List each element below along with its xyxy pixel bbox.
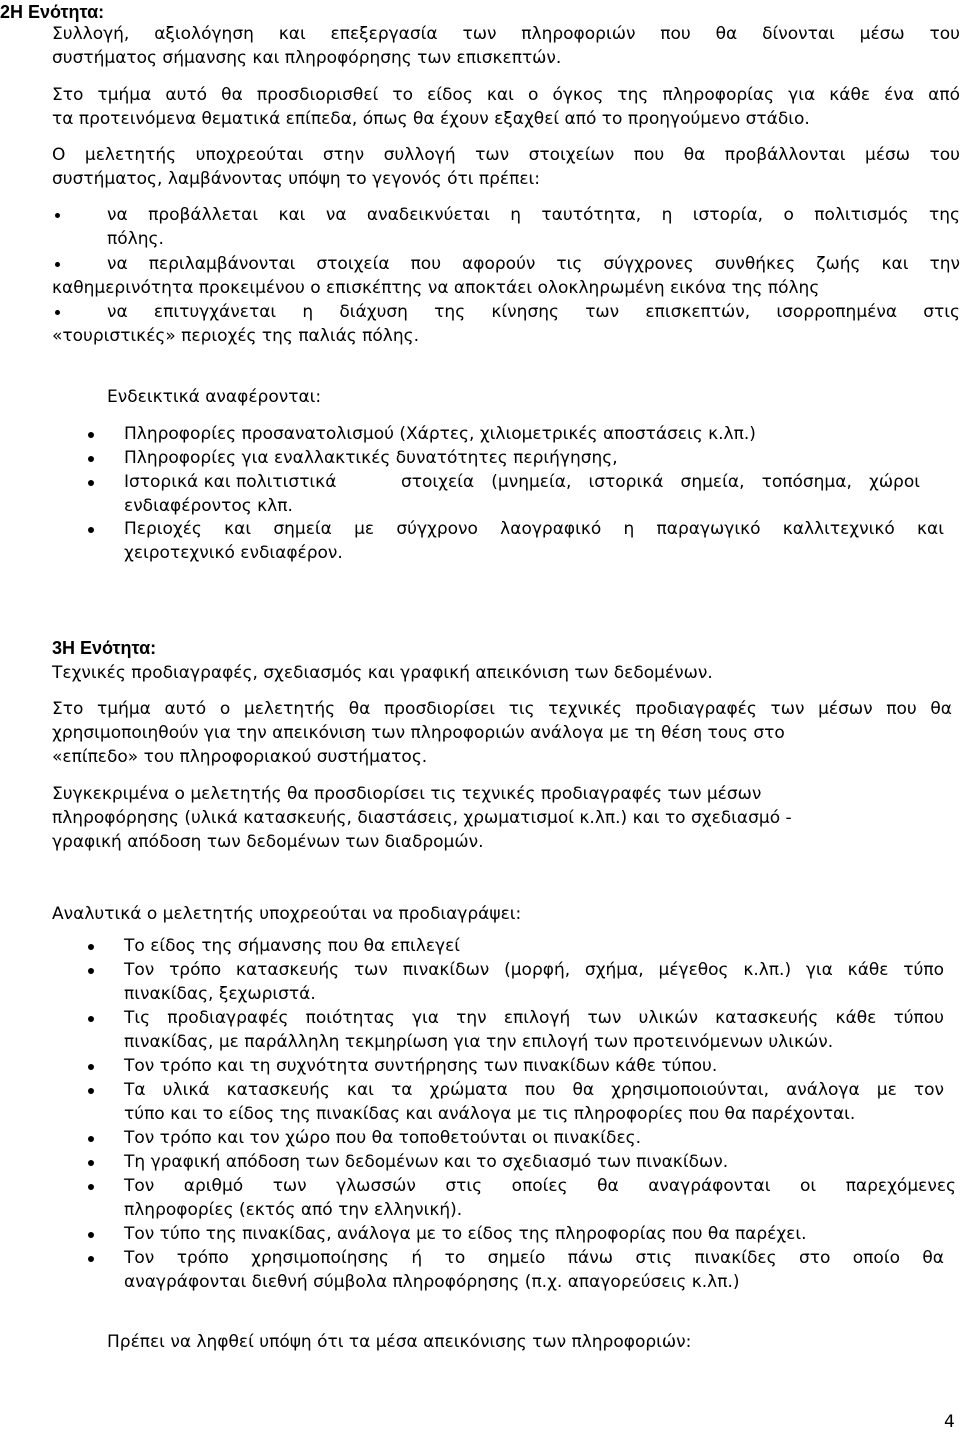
section-3-paragraph-2-line-3: γραφική απόδοση των δεδομένων των διαδρομών. (52, 832, 484, 852)
info-item-2: Πληροφορίες για εναλλακτικές δυνατότητες περιήγησης, (124, 448, 618, 468)
bullet-icon (55, 310, 60, 315)
bullet-icon (88, 1232, 94, 1238)
info-item-3-part-b: στοιχεία (μνημεία, ιστορικά σημεία, τοπόσημα, χώροι (401, 472, 920, 492)
spec-item-6: Τον τρόπο και τον χώρο που θα τοποθετούνται οι πινακίδες. (124, 1128, 642, 1148)
page-number: 4 (944, 1412, 955, 1432)
spec-item-7: Τη γραφική απόδοση των δεδομένων και το σχεδιασμό των πινακίδων. (124, 1152, 729, 1172)
bullet-icon (88, 1256, 94, 1262)
section-3-heading: 3Η Ενότητα: (52, 638, 157, 658)
spec-item-2-line-1: Τον τρόπο κατασκευής των πινακίδων (μορφή, σχήμα, μέγεθος κ.λπ.) για κάθε τύπο (124, 960, 944, 980)
section-2-heading: 2Η Ενότητα: (0, 2, 105, 22)
spec-item-8-line-1: Τον αριθμό των γλωσσών στις οποίες θα αναγράφονται οι παρεχόμενες (124, 1176, 956, 1196)
spec-item-10-line-1: Τον τρόπο χρησιμοποίησης ή το σημείο πάνω στις πινακίδες στο οποίο θα (124, 1248, 944, 1268)
section-3-paragraph-2-line-2: πληροφόρησης (υλικά κατασκευής, διαστάσεις, χρωματισμοί κ.λπ.) και το σχεδιασμό - (52, 808, 792, 828)
info-item-3-part-a: Ιστορικά και πολιτιστικά (124, 472, 337, 492)
analytic-label: Αναλυτικά ο μελετητής υποχρεούται να προδιαγράψει: (52, 904, 522, 924)
spec-item-8-line-2: πληροφορίες (εκτός από την ελληνική). (124, 1200, 463, 1220)
info-item-4-line-1: Περιοχές και σημεία με σύγχρονο λαογραφικό η παραγωγικό καλλιτεχνικό και (124, 519, 944, 539)
spec-item-3-line-2: πινακίδας, με παράλληλη τεκμηρίωση για την επιλογή των προτεινόμενων υλικών. (124, 1032, 834, 1052)
spec-item-4: Τον τρόπο και τη συχνότητα συντήρησης των πινακίδων κάθε τύπου. (124, 1056, 718, 1076)
spec-item-5-line-2: τύπο και το είδος της πινακίδας και ανάλογα με τις πληροφορίες που θα παρέχονται. (124, 1104, 856, 1124)
info-item-4-line-2: χειροτεχνικό ενδιαφέρον. (124, 543, 343, 563)
bullet-icon (88, 1136, 94, 1142)
section-3-paragraph-2-line-1: Συγκεκριμένα ο μελετητής θα προσδιορίσει τις τεχνικές προδιαγραφές των μέσων (52, 784, 762, 804)
bullet-icon (88, 944, 94, 950)
spec-item-2-line-2: πινακίδας, ξεχωριστά. (124, 984, 316, 1004)
requirement-3-line-2: «τουριστικές» περιοχές της παλιάς πόλης. (52, 326, 420, 346)
spec-item-5-line-1: Τα υλικά κατασκευής και τα χρώματα που θα χρησιμοποιούνται, ανάλογα με τον (124, 1080, 944, 1100)
section-2-subtitle-line-2: συστήματος σήμανσης και πληροφόρησης των επισκεπτών. (52, 48, 562, 68)
section-3-paragraph-1-line-1: Στο τμήμα αυτό ο μελετητής θα προσδιορίσει τις τεχνικές προδιαγραφές των μέσων που θα (52, 699, 952, 719)
spec-item-1: Το είδος της σήμανσης που θα επιλεγεί (124, 936, 461, 956)
spec-item-10-line-2: αναγράφονται διεθνή σύμβολα πληροφόρησης (π.χ. απαγορεύσεις κ.λπ.) (124, 1272, 740, 1292)
bullet-icon (55, 262, 60, 267)
spec-item-3-line-1: Τις προδιαγραφές ποιότητας για την επιλογή των υλικών κατασκευής κάθε τύπου (124, 1008, 944, 1028)
bullet-icon (88, 456, 94, 462)
bullet-icon (88, 480, 94, 486)
bullet-icon (88, 527, 94, 533)
indicative-label: Ενδεικτικά αναφέρονται: (107, 387, 322, 407)
info-item-1: Πληροφορίες προσανατολισμού (Χάρτες, χιλιομετρικές αποστάσεις κ.λπ.) (124, 424, 756, 444)
bullet-icon (88, 1160, 94, 1166)
requirement-1-line-1: να προβάλλεται και να αναδεικνύεται η ταυτότητα, η ιστορία, ο πολιτισμός της (107, 205, 960, 225)
section-3-subtitle: Τεχνικές προδιαγραφές, σχεδιασμός και γραφική απεικόνιση των δεδομένων. (52, 663, 713, 683)
section-2-paragraph-1-line-2: τα προτεινόμενα θεματικά επίπεδα, όπως θα έχουν εξαχθεί από το προηγούμενο στάδιο. (52, 109, 810, 129)
section-2-paragraph-2-line-1: Ο μελετητής υποχρεούται στην συλλογή των στοιχείων που θα προβάλλονται μέσω του (52, 145, 960, 165)
bullet-icon (88, 968, 94, 974)
bullet-icon (88, 1088, 94, 1094)
requirement-1-line-2: πόλης. (107, 229, 164, 249)
section-2-subtitle-line-1: Συλλογή, αξιολόγηση και επεξεργασία των πληροφοριών που θα δίνονται μέσω του (52, 24, 960, 44)
final-note: Πρέπει να ληφθεί υπόψη ότι τα μέσα απεικόνισης των πληροφοριών: (107, 1332, 692, 1352)
spec-item-9: Τον τύπο της πινακίδας, ανάλογα με το είδος της πληροφορίας που θα παρέχει. (124, 1224, 807, 1244)
bullet-icon (88, 432, 94, 438)
bullet-icon (88, 1064, 94, 1070)
section-3-paragraph-1-line-3: «επίπεδο» του πληροφοριακού συστήματος. (52, 747, 428, 767)
requirement-3-line-1: να επιτυγχάνεται η διάχυση της κίνησης των επισκεπτών, ισορροπημένα στις (107, 302, 960, 322)
section-2-paragraph-1-line-1: Στο τμήμα αυτό θα προσδιορισθεί το είδος και ο όγκος της πληροφορίας για κάθε ένα από (52, 85, 960, 105)
bullet-icon (55, 213, 60, 218)
bullet-icon (88, 1184, 94, 1190)
requirement-2-line-2: καθημερινότητα προκειμένου ο επισκέπτης να αποκτάει ολοκληρωμένη εικόνα της πόλης (52, 278, 820, 298)
section-3-paragraph-1-line-2: χρησιμοποιηθούν για την απεικόνιση των πληροφοριών ανάλογα με τη θέση τους στο (52, 723, 785, 743)
section-2-paragraph-2-line-2: συστήματος, λαμβάνοντας υπόψη το γεγονός ότι πρέπει: (52, 169, 540, 189)
requirement-2-line-1: να περιλαμβάνονται στοιχεία που αφορούν τις σύγχρονες συνθήκες ζωής και την (107, 254, 960, 274)
info-item-3-line-2: ενδιαφέροντος κλπ. (124, 496, 293, 516)
bullet-icon (88, 1016, 94, 1022)
